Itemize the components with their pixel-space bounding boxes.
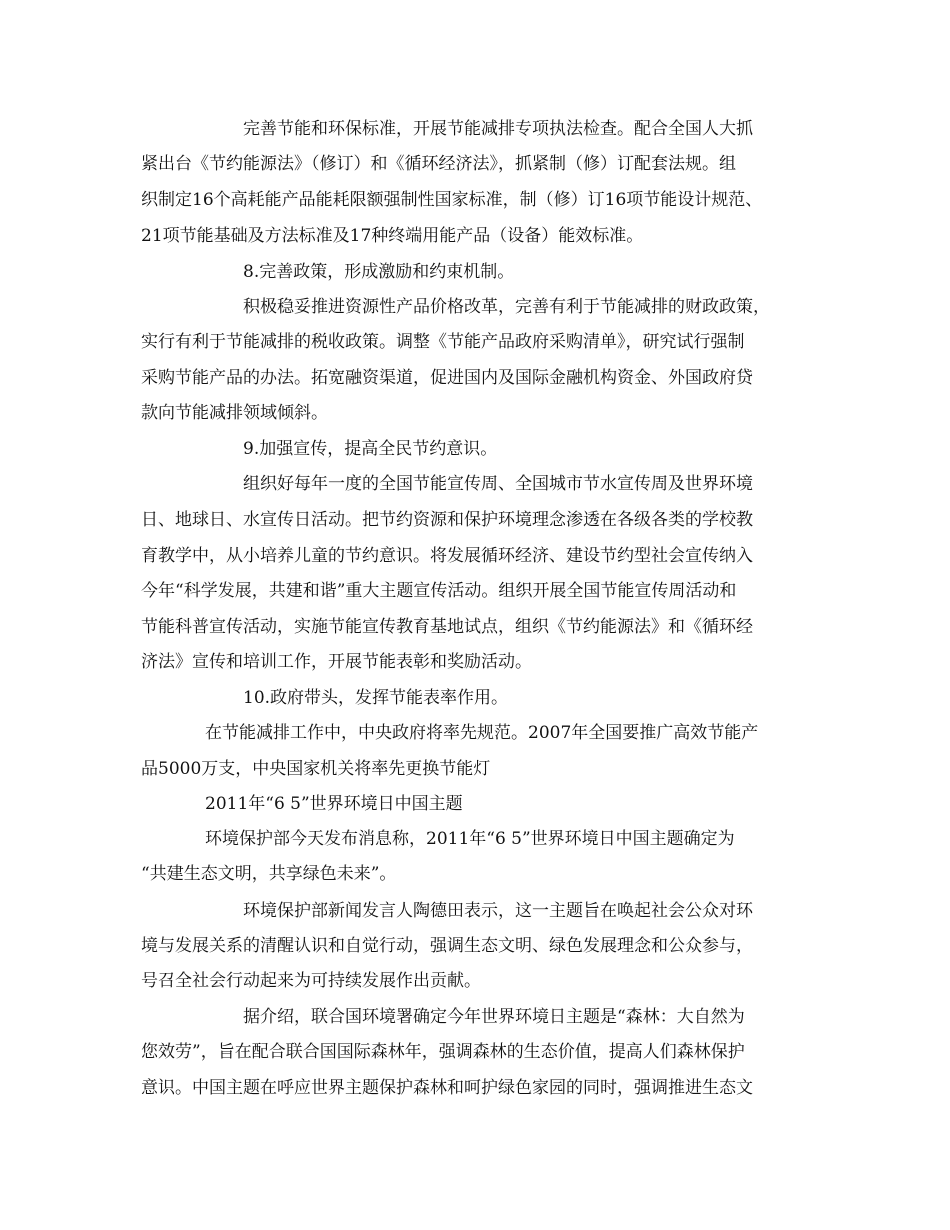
text-line: 款向节能减排领域倾斜。: [141, 403, 328, 423]
text-line: 实行有利于节能减排的税收政策。调整《节能产品政府采购清单》，研究试行强制: [141, 332, 745, 352]
text-line: 紧出台《节约能源法》（修订）和《循环经济法》，抓紧制（修）订配套法规。组: [141, 154, 736, 174]
article-title: 2011年“6 5”世界环境日中国主题: [205, 794, 463, 814]
text-line: 积极稳妥推进资源性产品价格改革，完善有利于节能减排的财政政策，: [243, 297, 770, 317]
text-line: “共建生态文明，共享绿色未来”。: [141, 864, 397, 884]
text-line: 今年“科学发展，共建和谐”重大主题宣传活动。组织开展全国节能宣传周活动和: [141, 581, 737, 601]
text-line: 21项节能基础及方法标准及17种终端用能产品（设备）能效标准。: [141, 226, 644, 246]
text-line: 境与发展关系的清醒认识和自觉行动，强调生态文明、绿色发展理念和公众参与，: [141, 936, 753, 956]
text-line: 组织好每年一度的全国节能宣传周、全国城市节水宣传周及世界环境: [243, 474, 753, 494]
text-line: 环境保护部今天发布消息称，2011年“6 5”世界环境日中国主题确定为: [205, 829, 735, 849]
text-line: 品5000万支，中央国家机关将率先更换节能灯: [141, 759, 491, 779]
text-line: 节能科普宣传活动，实施节能宣传教育基地试点，组织《节约能源法》和《循环经: [141, 617, 753, 637]
text-line: 您效劳”，旨在配合联合国国际森林年，强调森林的生态价值，提高人们森林保护: [141, 1042, 745, 1062]
section-heading: 10.政府带头，发挥节能表率作用。: [243, 688, 509, 708]
text-line: 织制定16个高耗能产品能耗限额强制性国家标准，制（修）订16项节能设计规范、: [141, 190, 763, 210]
text-line: 济法》宣传和培训工作，开展节能表彰和奖励活动。: [141, 652, 532, 672]
text-line: 环境保护部新闻发言人陶德田表示，这一主题旨在唤起社会公众对环: [243, 901, 753, 921]
text-line: 日、地球日、水宣传日活动。把节约资源和保护环境理念渗透在各级各类的学校教: [141, 510, 753, 530]
text-line: 意识。中国主题在呼应世界主题保护森林和呵护绿色家园的同时，强调推进生态文: [141, 1078, 753, 1098]
text-line: 完善节能和环保标准，开展节能减排专项执法检查。配合全国人大抓: [243, 119, 753, 139]
section-heading: 8.完善政策，形成激励和约束机制。: [243, 262, 515, 282]
text-line: 在节能减排工作中，中央政府将率先规范。2007年全国要推广高效节能产: [205, 723, 759, 743]
section-heading: 9.加强宣传，提高全民节约意识。: [243, 439, 498, 459]
text-line: 据介绍，联合国环境署确定今年世界环境日主题是“森林：大自然为: [243, 1007, 745, 1027]
text-line: 采购节能产品的办法。拓宽融资渠道，促进国内及国际金融机构资金、外国政府贷: [141, 368, 753, 388]
text-line: 育教学中，从小培养儿童的节约意识。将发展循环经济、建设节约型社会宣传纳入: [141, 546, 753, 566]
text-line: 号召全社会行动起来为可持续发展作出贡献。: [141, 971, 481, 991]
